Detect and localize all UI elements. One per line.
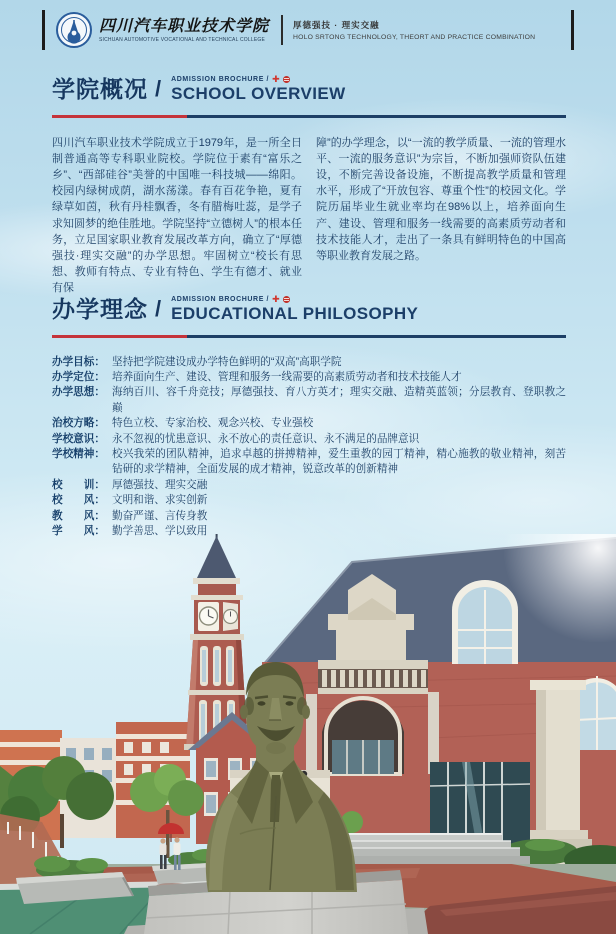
section-title-en: SCHOOL OVERVIEW [171,84,346,103]
rule-red-segment [52,115,187,118]
section-title-zh: 学院概况 [52,76,148,102]
list-item [52,355,566,370]
item-label: 办学思想： [52,386,105,399]
item-text: 海纳百川、容千舟竞技；厚德强技、育八方英才；理实交融、造精英蓝领；分层教育、登职教之巅 [112,386,566,414]
overview-column-1: 四川汽车职业技术学院成立于1979年，是一所全日制普通高等专科职业院校。学院位于素有“富乐之乡”、“西部硅谷”美誉的中国唯一科技城——绵阳。校园内绿树成荫，湖水荡漾。春有百花争艳，夏有绿草如茵，秋有丹桂飘香，冬有腊梅吐蕊，是学子求知圆梦的绝佳胜地。学院坚持“立德树人”的根本任务，立足国家职业教育发展改革方向，确立了“厚德强技·理实交融”的办学思想。牢固树立“校长有思想、教师有特点、专业有特色、学生有德才、就业有保 [52,136,302,295]
list-item [52,370,566,385]
page-header [42,8,574,52]
list-item [52,432,566,447]
section-eyebrow [171,76,345,83]
title-slash: / [155,76,162,101]
college-name [99,18,269,43]
item-text: 培养面向生产、建设、管理和服务一线需要的高素质劳动者和技术技能人才 [112,370,462,383]
motto-en: HOLO SRTONG TECHNOLOGY, THEORT AND PRACTICE COMBINATION [293,34,536,41]
item-label: 学校意识： [52,432,105,445]
college-motto [293,19,535,41]
list-item [52,509,566,524]
list-item [52,385,566,416]
list-item [52,447,566,478]
section-title-zh: 办学理念 [52,296,148,322]
section-rule [52,115,566,118]
clock-tower-illustration [184,534,250,750]
eyebrow-text: ADMISSION BROCHURE / [171,296,270,303]
plus-icon: ✚ [272,294,281,304]
campus-photo [0,534,616,934]
rule-red-segment [52,335,187,338]
header-left-bar [42,10,45,50]
list-item [52,416,566,431]
section-school-overview [52,74,566,297]
item-label: 学 风： [52,524,105,537]
item-label: 学校精神： [52,447,105,460]
header-divider [281,15,283,45]
item-text: 勤奋严谨、言传身教 [112,509,208,522]
item-text: 校兴我荣的团队精神，追求卓越的拼搏精神，爱生重教的园丁精神，精心施教的敬业精神，刻苦钻研的求学精神，全面发展的成才精神，锐意改革的创新精神 [112,447,566,476]
item-text: 文明和谐、求实创新 [112,494,208,507]
item-text: 永不忽视的忧患意识、永不放心的责任意识、永不满足的品牌意识 [112,432,420,445]
wheel-icon [283,76,290,83]
list-item [52,478,566,493]
item-label: 办学目标： [52,355,105,368]
rule-blue-segment [187,115,566,118]
motto-zh: 厚德强技 · 理实交融 [293,20,380,30]
item-label: 校 训： [52,478,105,491]
overview-paragraphs [52,135,566,297]
item-label: 办学定位： [52,370,105,383]
item-label: 治校方略： [52,417,105,430]
item-label: 教 风： [52,509,105,522]
section-rule [52,335,566,338]
header-right-bar [571,10,574,50]
plus-icon: ✚ [272,74,281,84]
item-text: 厚德强技、理实交融 [112,478,208,491]
rule-blue-segment [187,335,566,338]
section-title-en: EDUCATIONAL PHILOSOPHY [171,304,419,323]
item-label: 校 风： [52,494,105,507]
item-text: 勤学善思、学以致用 [112,524,208,537]
philosophy-list [52,355,566,540]
college-name-zh: 四川汽车职业技术学院 [99,17,270,35]
item-text: 坚持把学院建设成办学特色鲜明的“双高”高职学院 [112,355,342,368]
college-name-en: SICHUAN AUTOMOTIVE VOCATIONAL AND TECHNICAL COLLEGE [99,36,265,43]
section-educational-philosophy [52,294,566,539]
college-logo-icon [56,12,92,48]
list-item [52,493,566,508]
overview-column-2: 障”的办学理念，以“一流的教学质量、一流的管理水平、一流的服务意识”为宗旨，不断加强师资队伍建设，不断完善设备设施，不断提高教学质量和管理水平，形成了“开放包容、尊重个性”的校园文化。学院历届毕业生就业率均在98%以上，培养面向生产、建设、管理和服务一线需要的高素质劳动者和技术技能人才，走出了一条具有鲜明特色的中国高等职业教育发展之路。 [316,136,566,262]
wheel-icon [283,296,290,303]
item-text: 特色立校、专家治校、观念兴校、专业强校 [112,417,314,430]
title-slash: / [155,296,162,321]
section-eyebrow [171,296,418,303]
eyebrow-text: ADMISSION BROCHURE / [171,76,270,83]
